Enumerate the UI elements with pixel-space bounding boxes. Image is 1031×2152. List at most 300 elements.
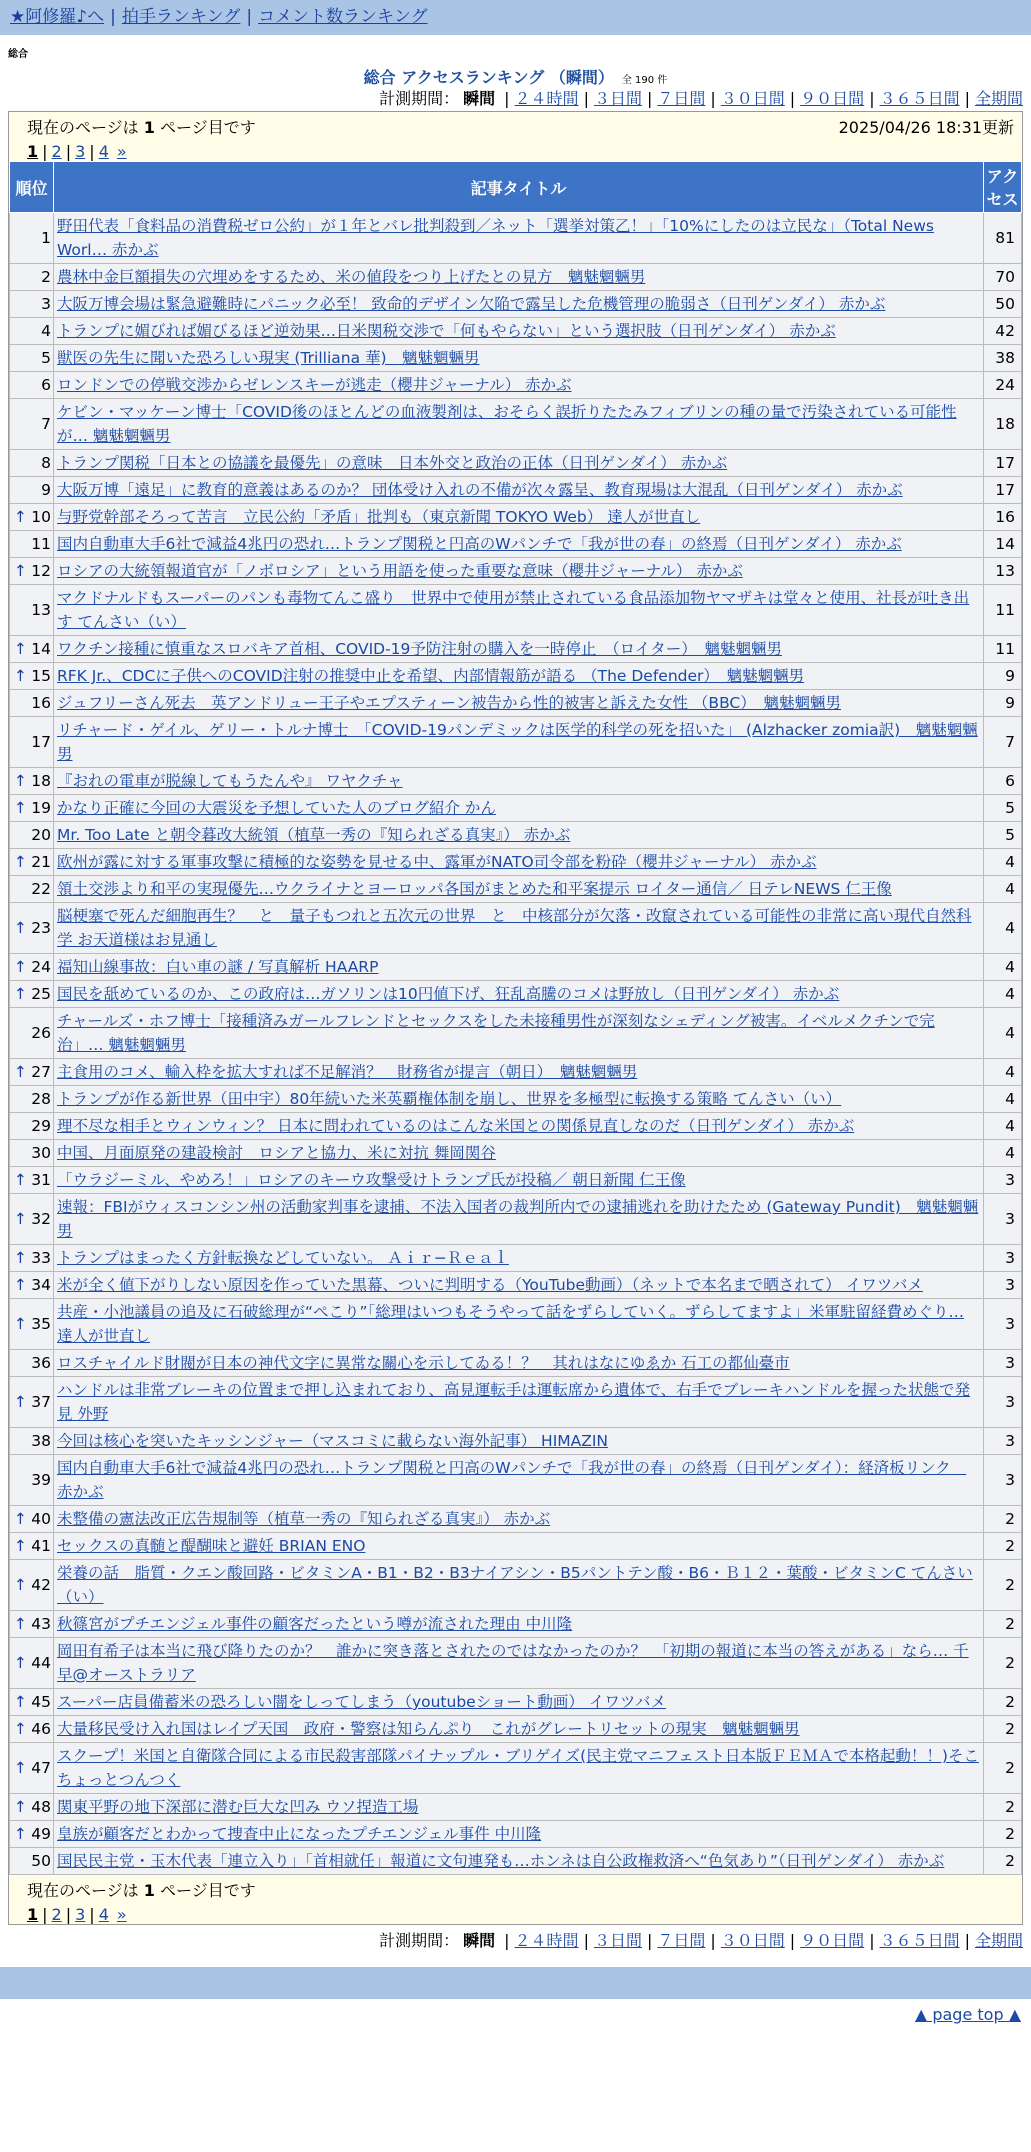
total-count: 全 190 件 (621, 75, 668, 86)
separator: | (583, 89, 589, 108)
article-link[interactable]: 福知山線事故：白い車の謎 / 写真解析 HAARP (57, 958, 379, 976)
article-link[interactable]: ケビン・マッケーン博士「COVID後のほとんどの血液製剤は、おそらく誤折りたたみフィブリンの種の量で汚染されている可能性が… 魑魅魍魎男 (57, 403, 957, 445)
separator: | (646, 89, 653, 108)
title-cell (54, 690, 984, 717)
table-row (10, 981, 1022, 1008)
article-link[interactable]: トランプが作る新世界（田中宇）80年続いた米英覇権体制を崩し、世界を多極型に転換する策略 てんさい（い） (57, 1090, 842, 1108)
clap-ranking-link[interactable]: 拍手ランキング (121, 7, 241, 27)
access-count: 2 (984, 1533, 1022, 1560)
page-current: 1 (27, 142, 39, 161)
table-row (10, 1560, 1022, 1611)
rank-up-icon: ↑ (14, 1693, 27, 1711)
article-link[interactable]: 大量移民受け入れ国はレイプ天国 政府・警察は知らんぷり これがグレートリセットの現実 魑魅魍魎男 (57, 1720, 800, 1738)
article-link[interactable]: 未整備の憲法改正広告規制等（植草一秀の『知られざる真実』） 赤かぶ (57, 1510, 551, 1528)
table-row (10, 663, 1022, 690)
article-link[interactable]: ロシアの大統領報道官が「ノボロシア」という用語を使った重要な意味（櫻井ジャーナル） 赤かぶ (57, 562, 743, 580)
article-link[interactable]: 獣医の先生に聞いた恐ろしい現実 (Trilliana 華) 魑魅魍魎男 (57, 349, 480, 367)
rank-number: 19 (31, 799, 51, 817)
period-link[interactable]: ９０日間 (800, 1931, 865, 1950)
table-row (10, 345, 1022, 372)
article-link[interactable]: ロスチャイルド財閥が日本の神代文字に異常な關心を示してゐる！？ 其れはなにゆゑか 石工の都仙臺市 (57, 1354, 790, 1372)
table-row (10, 795, 1022, 822)
col-title-header: 記事タイトル (54, 162, 984, 213)
article-link[interactable]: 中国、月面原発の建設検討 ロシアと協力、米に対抗 舞岡関谷 (57, 1144, 496, 1162)
article-link[interactable]: トランプはまったく方針転換などしていない。 Ａｉｒ−Ｒｅａｌ (57, 1249, 509, 1267)
table-row (10, 1272, 1022, 1299)
separator: | (89, 1905, 95, 1924)
page-link[interactable]: 2 (51, 142, 62, 161)
table-row (10, 1716, 1022, 1743)
period-link[interactable]: ９０日間 (800, 89, 865, 108)
access-count: 38 (984, 345, 1022, 372)
table-row (10, 1848, 1022, 1875)
table-row (10, 903, 1022, 954)
article-link[interactable]: 栄養の話 脂質・クエン酸回路・ビタミンA・B1・B2・B3ナイアシン・B5パントテン酸・B6・Ｂ１２・葉酸・ビタミンC てんさい（い） (57, 1564, 973, 1606)
rank-up-icon: ↑ (14, 1249, 27, 1267)
access-count: 3 (984, 1245, 1022, 1272)
title-cell (54, 372, 984, 399)
article-link[interactable]: RFK Jr.、CDCに子供へのCOVID注射の推奨中止を希望、内部情報筋が語る （The Defender） 魑魅魍魎男 (57, 667, 805, 685)
rank-up-icon: ↑ (14, 667, 27, 685)
article-link[interactable]: 主食用のコメ、輸入枠を拡大すれば不足解消？ 財務省が提言（朝日） 魑魅魍魎男 (57, 1063, 638, 1081)
article-link[interactable]: 野田代表「食料品の消費税ゼロ公約」が１年とバレ批判殺到／ネット「選挙対策乙！」「10%にしたのは立民な」（Total News Worl… 赤かぶ (57, 217, 934, 259)
title-cell (54, 981, 984, 1008)
title-cell (54, 585, 984, 636)
page-link[interactable]: 4 (98, 1905, 109, 1924)
article-link[interactable]: 速報：FBIがウィスコンシン州の活動家判事を逮捕、不法入国者の裁判所内での逮捕逃れを助けたため (Gateway Pundit) 魑魅魍魎男 (57, 1198, 979, 1240)
article-link[interactable]: 理不尽な相手とウィンウィン？ 日本に問われているのはこんな米国との関係見直しなのだ（日刊ゲンダイ） 赤かぶ (57, 1117, 855, 1135)
rank-cell (10, 1848, 54, 1875)
access-count: 17 (984, 477, 1022, 504)
rank-number: 37 (31, 1393, 51, 1411)
rank-cell (10, 1689, 54, 1716)
article-link[interactable]: 領土交渉より和平の実現優先…ウクライナとヨーロッパ各国がまとめた和平案提示 ロイター通信／ 日テレNEWS 仁王像 (57, 880, 892, 898)
rank-number: 32 (31, 1210, 51, 1228)
access-count: 4 (984, 1086, 1022, 1113)
table-row (10, 1059, 1022, 1086)
rank-cell (10, 1377, 54, 1428)
rank-number: 20 (31, 826, 51, 844)
access-count: 4 (984, 1059, 1022, 1086)
table-row (10, 372, 1022, 399)
page-link[interactable]: 4 (98, 142, 109, 161)
page-top-link[interactable]: ▲ page top ▲ (914, 2005, 1021, 2024)
article-link[interactable]: Mr. Too Late と朝令暮改大統領（植草一秀の『知られざる真実』） 赤かぶ (57, 826, 571, 844)
period-link[interactable]: ７日間 (657, 89, 706, 108)
title-cell (54, 1743, 984, 1794)
title-cell (54, 1716, 984, 1743)
table-row (10, 477, 1022, 504)
table-row (10, 531, 1022, 558)
rank-number: 42 (31, 1576, 51, 1594)
title-cell (54, 1848, 984, 1875)
title-cell (54, 1245, 984, 1272)
rank-cell (10, 585, 54, 636)
rank-cell (10, 903, 54, 954)
rank-cell (10, 1560, 54, 1611)
title-cell (54, 1611, 984, 1638)
period-link[interactable]: ３６５日間 (879, 1931, 960, 1950)
rank-up-icon: ↑ (14, 1393, 27, 1411)
rank-cell (10, 531, 54, 558)
rank-number: 2 (41, 268, 51, 286)
period-label: 計測期間： (379, 1931, 460, 1950)
article-link[interactable]: ジュフリーさん死去 英アンドリュー王子やエプスティーン被告から性的被害と訴えた女性 （BBC） 魑魅魍魎男 (57, 694, 842, 712)
period-link[interactable]: ３６５日間 (879, 89, 960, 108)
title-cell (54, 1533, 984, 1560)
access-count: 6 (984, 768, 1022, 795)
article-link[interactable]: 脳梗塞で死んだ細胞再生？ と 量子もつれと五次元の世界 と 中核部分が欠落・改竄されている可能性の非常に高い現代自然科学 お天道様はお見通し (57, 907, 972, 949)
article-link[interactable]: トランプに媚びれば媚びるほど逆効果…日米関税交渉で「何もやらない」という選択肢（日刊ゲンダイ） 赤かぶ (57, 322, 836, 340)
rank-cell (10, 1350, 54, 1377)
period-link[interactable]: ３日間 (593, 89, 642, 108)
page-link[interactable]: » (116, 142, 127, 161)
rank-cell (10, 1506, 54, 1533)
title-cell (54, 636, 984, 663)
table-row (10, 690, 1022, 717)
title-cell (54, 795, 984, 822)
rank-number: 25 (31, 985, 51, 1003)
rank-number: 21 (31, 853, 51, 871)
rank-up-icon: ↑ (14, 799, 27, 817)
rank-cell (10, 1140, 54, 1167)
table-row (10, 1113, 1022, 1140)
rank-cell (10, 1167, 54, 1194)
access-count: 9 (984, 663, 1022, 690)
article-link[interactable]: リチャード・ゲイル、ゲリー・トルナ博士 「COVID-19パンデミックは医学的科学の死を招いた」 (Alzhacker zomia訳) 魑魅魍魎男 (57, 721, 978, 763)
rank-cell (10, 1455, 54, 1506)
home-link[interactable]: ★阿修羅♪へ (10, 7, 105, 27)
title-cell (54, 1560, 984, 1611)
article-link[interactable]: 大阪万博「遠足」に教育的意義はあるのか？ 団体受け入れの不備が次々露呈、教育現場は大混乱（日刊ゲンダイ） 赤かぶ (57, 481, 903, 499)
article-link[interactable]: 今回は核心を突いたキッシンジャー（マスコミに載らない海外記事） HIMAZIN (57, 1432, 609, 1450)
table-row (10, 1821, 1022, 1848)
access-count: 11 (984, 636, 1022, 663)
title-cell (54, 1638, 984, 1689)
separator: | (42, 142, 48, 161)
separator: | (789, 1931, 796, 1950)
rank-number: 41 (31, 1537, 51, 1555)
access-count: 2 (984, 1848, 1022, 1875)
access-count: 4 (984, 903, 1022, 954)
title-cell (54, 264, 984, 291)
article-link[interactable]: 国内自動車大手6社で減益4兆円の恐れ…トランプ関税と円高のWパンチで「我が世の春」の終焉（日刊ゲンダイ） 赤かぶ (57, 535, 902, 553)
title-cell (54, 876, 984, 903)
table-row (10, 1377, 1022, 1428)
rank-number: 5 (41, 349, 51, 367)
access-count: 16 (984, 504, 1022, 531)
page-link[interactable]: 3 (75, 1905, 86, 1924)
rank-cell (10, 768, 54, 795)
table-row (10, 1428, 1022, 1455)
rank-cell (10, 504, 54, 531)
article-link[interactable]: 国民を舐めているのか、この政府は…ガソリンは10円値下げ、狂乱高騰のコメは野放し（日刊ゲンダイ） 赤かぶ (57, 985, 840, 1003)
table-row (10, 1140, 1022, 1167)
title-cell (54, 1299, 984, 1350)
table-row (10, 291, 1022, 318)
access-count: 3 (984, 1428, 1022, 1455)
access-count: 2 (984, 1506, 1022, 1533)
table-row (10, 822, 1022, 849)
table-row (10, 1506, 1022, 1533)
table-row (10, 1299, 1022, 1350)
title-cell (54, 717, 984, 768)
table-row (10, 1689, 1022, 1716)
updated-time: 2025/04/26 18:31更新 (838, 118, 1014, 137)
rank-up-icon: ↑ (14, 853, 27, 871)
rank-number: 7 (41, 415, 51, 433)
table-row (10, 849, 1022, 876)
rank-up-icon: ↑ (14, 1510, 27, 1528)
period-link[interactable]: 全期間 (974, 1931, 1023, 1950)
rank-number: 11 (31, 535, 51, 553)
rank-number: 46 (31, 1720, 51, 1738)
rank-up-icon: ↑ (14, 640, 27, 658)
rank-number: 45 (31, 1693, 51, 1711)
article-link[interactable]: ワクチン接種に慎重なスロバキア首相、COVID-19予防注射の購入を一時停止 （ロイター） 魑魅魍魎男 (57, 640, 782, 658)
article-link[interactable]: セックスの真髄と醍醐味と避妊 BRIAN ENO (57, 1537, 366, 1555)
article-link[interactable]: 「ウラジーミル、やめろ！」ロシアのキーウ攻撃受けトランプ氏が投稿／ 朝日新聞 仁王像 (57, 1171, 686, 1189)
page-link[interactable]: » (116, 1905, 127, 1924)
table-row (10, 1167, 1022, 1194)
rank-cell (10, 291, 54, 318)
section-label: 総合 (8, 49, 28, 60)
rank-number: 24 (31, 958, 51, 976)
article-link[interactable]: 農林中金巨額損失の穴埋めをするため、米の値段をつり上げたとの見方 魑魅魍魎男 (57, 268, 646, 286)
rank-up-icon: ↑ (14, 1720, 27, 1738)
title-cell (54, 822, 984, 849)
table-row (10, 1194, 1022, 1245)
access-count: 4 (984, 1140, 1022, 1167)
title-cell (54, 291, 984, 318)
rank-up-icon: ↑ (14, 1276, 27, 1294)
article-link[interactable]: かなり正確に今回の大震災を予想していた人のブログ紹介 かん (57, 799, 496, 817)
access-count: 4 (984, 1113, 1022, 1140)
table-row (10, 318, 1022, 345)
rank-number: 27 (31, 1063, 51, 1081)
article-link[interactable]: ロンドンでの停戦交渉からゼレンスキーが逃走（櫻井ジャーナル） 赤かぶ (57, 376, 572, 394)
rank-cell (10, 1716, 54, 1743)
access-count: 2 (984, 1743, 1022, 1794)
rank-cell (10, 264, 54, 291)
title-cell (54, 903, 984, 954)
rank-number: 17 (31, 733, 51, 751)
article-link[interactable]: 与野党幹部そろって苦言 立民公約「矛盾」批判も（東京新聞 TOKYO Web） 達人が世直し (57, 508, 701, 526)
separator: | (964, 1931, 970, 1950)
rank-cell (10, 450, 54, 477)
rank-up-icon: ↑ (14, 1798, 27, 1816)
page-current: 1 (27, 1905, 39, 1924)
access-count: 2 (984, 1716, 1022, 1743)
article-link[interactable]: 秋篠宮がプチエンジェル事件の顧客だったという噂が流された理由 中川隆 (57, 1615, 573, 1633)
rank-cell (10, 795, 54, 822)
separator: | (89, 142, 95, 161)
title-cell (54, 954, 984, 981)
rank-number: 40 (31, 1510, 51, 1528)
article-link[interactable]: 共産・小池議員の追及に石破総理が“ぺこり”「総理はいつもそうやって話をずらしていく。ずらしてますよ」米軍駐留経費めぐり… 達人が世直し (57, 1303, 965, 1345)
article-link[interactable]: 大阪万博会場は緊急避難時にパニック必至！ 致命的デザイン欠陥で露呈した危機管理の脆弱さ（日刊ゲンダイ） 赤かぶ (57, 295, 886, 313)
page-link[interactable]: 3 (75, 142, 86, 161)
table-row (10, 876, 1022, 903)
access-count: 4 (984, 849, 1022, 876)
separator: | (710, 89, 716, 108)
article-link[interactable]: チャールズ・ホフ博士「接種済みガールフレンドとセックスをした未接種男性が深刻なシェディング被害。イベルメクチンで完治」… 魑魅魍魎男 (57, 1012, 935, 1054)
rank-cell (10, 1299, 54, 1350)
rank-number: 43 (31, 1615, 51, 1633)
page-title-text: 総合 アクセスランキング （瞬間） (363, 68, 614, 87)
title-cell (54, 1167, 984, 1194)
rank-number: 15 (31, 667, 51, 685)
col-access-header: アクセス (984, 162, 1022, 213)
table-row (10, 504, 1022, 531)
table-row (10, 399, 1022, 450)
period-selector-top (0, 87, 1031, 111)
access-count: 24 (984, 372, 1022, 399)
rank-up-icon: ↑ (14, 1759, 27, 1777)
rank-cell (10, 1743, 54, 1794)
title-cell (54, 1086, 984, 1113)
table-row (10, 1455, 1022, 1506)
access-count: 4 (984, 954, 1022, 981)
rank-up-icon: ↑ (14, 1315, 27, 1333)
rank-cell (10, 1638, 54, 1689)
article-link[interactable]: スクープ！米国と自衛隊合同による市民殺害部隊パイナップル・ブリゲイズ(民主党マニフェスト日本版ＦＥＭＡで本格起動！！)そこちょっとつんつく (57, 1747, 979, 1789)
period-link[interactable]: ７日間 (657, 1931, 706, 1950)
article-link[interactable]: 『おれの電車が脱線してもうたんや』 ワヤクチャ (57, 772, 403, 790)
article-link[interactable]: 国民民主党・玉木代表「連立入り」「首相就任」報道に文句連発も…ホンネは自公政権救済へ“色気あり”（日刊ゲンダイ） 赤かぶ (57, 1852, 945, 1870)
article-link[interactable]: マクドナルドもスーパーのパンも毒物てんこ盛り 世界中で使用が禁止されている食品添加物ヤマザキは堂々と使用、社長が吐き出す てんさい（い） (57, 589, 970, 631)
page-top (0, 1999, 1031, 2031)
rank-number: 29 (31, 1117, 51, 1135)
title-cell (54, 318, 984, 345)
title-cell (54, 1455, 984, 1506)
article-link[interactable]: ハンドルは非常ブレーキの位置まで押し込まれており、高見運転手は運転席から遺体で、右手でブレーキハンドルを握った状態で発見 外野 (57, 1381, 970, 1423)
access-count: 70 (984, 264, 1022, 291)
rank-number: 1 (41, 229, 51, 247)
article-link[interactable]: トランプ関税「日本との協議を最優先」の意味 日本外交と政治の正体（日刊ゲンダイ） 赤かぶ (57, 454, 728, 472)
rank-cell (10, 717, 54, 768)
access-count: 7 (984, 717, 1022, 768)
period-link[interactable]: ２４時間 (514, 89, 579, 108)
rank-number: 12 (31, 562, 51, 580)
period-label: 計測期間： (379, 89, 460, 108)
access-count: 5 (984, 795, 1022, 822)
table-row (10, 450, 1022, 477)
table-row (10, 1611, 1022, 1638)
rank-number: 44 (31, 1654, 51, 1672)
table-row (10, 1533, 1022, 1560)
rank-cell (10, 372, 54, 399)
access-count: 17 (984, 450, 1022, 477)
access-count: 81 (984, 213, 1022, 264)
rank-number: 4 (41, 322, 51, 340)
comment-ranking-link[interactable]: コメント数ランキング (258, 7, 428, 27)
page-link[interactable]: 2 (51, 1905, 62, 1924)
access-count: 11 (984, 585, 1022, 636)
rank-number: 16 (31, 694, 51, 712)
pagination-bottom (27, 1905, 1012, 1924)
rank-up-icon: ↑ (14, 508, 27, 526)
table-row (10, 264, 1022, 291)
rank-number: 36 (31, 1354, 51, 1372)
page-info-bottom (9, 1875, 1022, 1924)
period-link[interactable]: ３０日間 (720, 89, 785, 108)
rank-up-icon: ↑ (14, 1063, 27, 1081)
rank-number: 30 (31, 1144, 51, 1162)
article-link[interactable]: 米が全く値下がりしない原因を作っていた黒幕、ついに判明する（YouTube動画）（ネットで本名まで晒されて） イワツバメ (57, 1276, 923, 1294)
rank-up-icon: ↑ (14, 985, 27, 1003)
access-count: 4 (984, 876, 1022, 903)
table-row (10, 1008, 1022, 1059)
rank-number: 47 (31, 1759, 51, 1777)
rank-number: 13 (31, 601, 51, 619)
rank-number: 18 (31, 772, 51, 790)
rank-cell (10, 876, 54, 903)
article-link[interactable]: 皇族が顧客だとわかって捜査中止になったプチエンジェル事件 中川隆 (57, 1825, 542, 1843)
access-count: 9 (984, 690, 1022, 717)
table-row (10, 717, 1022, 768)
rank-up-icon: ↑ (14, 772, 27, 790)
ranking-panel (8, 111, 1023, 1925)
table-row (10, 585, 1022, 636)
rank-cell (10, 399, 54, 450)
table-row (10, 636, 1022, 663)
title-cell (54, 450, 984, 477)
rank-number: 35 (31, 1315, 51, 1333)
article-link[interactable]: 岡田有希子は本当に飛び降りたのか？ 誰かに突き落とされたのではなかったのか？ 「初期の報道に本当の答えがある」なら… 千早@オーストラリア (57, 1642, 969, 1684)
title-cell (54, 1821, 984, 1848)
article-link[interactable]: 欧州が露に対する軍事攻撃に積極的な姿勢を見せる中、露軍がNATO司令部を粉砕（櫻井ジャーナル） 赤かぶ (57, 853, 817, 871)
rank-cell (10, 690, 54, 717)
table-row (10, 768, 1022, 795)
rank-number: 39 (31, 1471, 51, 1489)
rank-up-icon: ↑ (14, 919, 27, 937)
table-row (10, 1086, 1022, 1113)
period-selector-bottom (0, 1929, 1031, 1953)
rank-cell (10, 1611, 54, 1638)
rank-cell (10, 477, 54, 504)
article-link[interactable]: 関東平野の地下深部に潜む巨大な凹み ウソ捏造工場 (57, 1798, 419, 1816)
page-title (0, 65, 1031, 87)
rank-up-icon: ↑ (14, 562, 27, 580)
rank-cell (10, 1086, 54, 1113)
access-count: 3 (984, 1272, 1022, 1299)
article-link[interactable]: スーパー店員備蓄米の恐ろしい闇をしってしまう（youtubeショート動画） イワツバメ (57, 1693, 667, 1711)
period-link[interactable]: ３０日間 (720, 1931, 785, 1950)
period-current: 瞬間 (463, 89, 496, 108)
title-cell (54, 1377, 984, 1428)
period-link[interactable]: ３日間 (593, 1931, 642, 1950)
rank-number: 33 (31, 1249, 51, 1267)
rank-number: 49 (31, 1825, 51, 1843)
rank-number: 28 (31, 1090, 51, 1108)
rank-number: 9 (41, 481, 51, 499)
table-row (10, 558, 1022, 585)
title-cell (54, 1008, 984, 1059)
period-link[interactable]: ２４時間 (514, 1931, 579, 1950)
period-link[interactable]: 全期間 (974, 89, 1023, 108)
table-row (10, 1245, 1022, 1272)
rank-cell (10, 822, 54, 849)
rank-cell (10, 1245, 54, 1272)
title-cell (54, 1428, 984, 1455)
rank-cell (10, 345, 54, 372)
title-cell (54, 213, 984, 264)
table-row (10, 1743, 1022, 1794)
title-cell (54, 1506, 984, 1533)
rank-cell (10, 636, 54, 663)
article-link[interactable]: 国内自動車大手6社で減益4兆円の恐れ…トランプ関税と円高のWパンチで「我が世の春」の終焉（日刊ゲンダイ）：経済板リンク 赤かぶ (57, 1459, 967, 1501)
